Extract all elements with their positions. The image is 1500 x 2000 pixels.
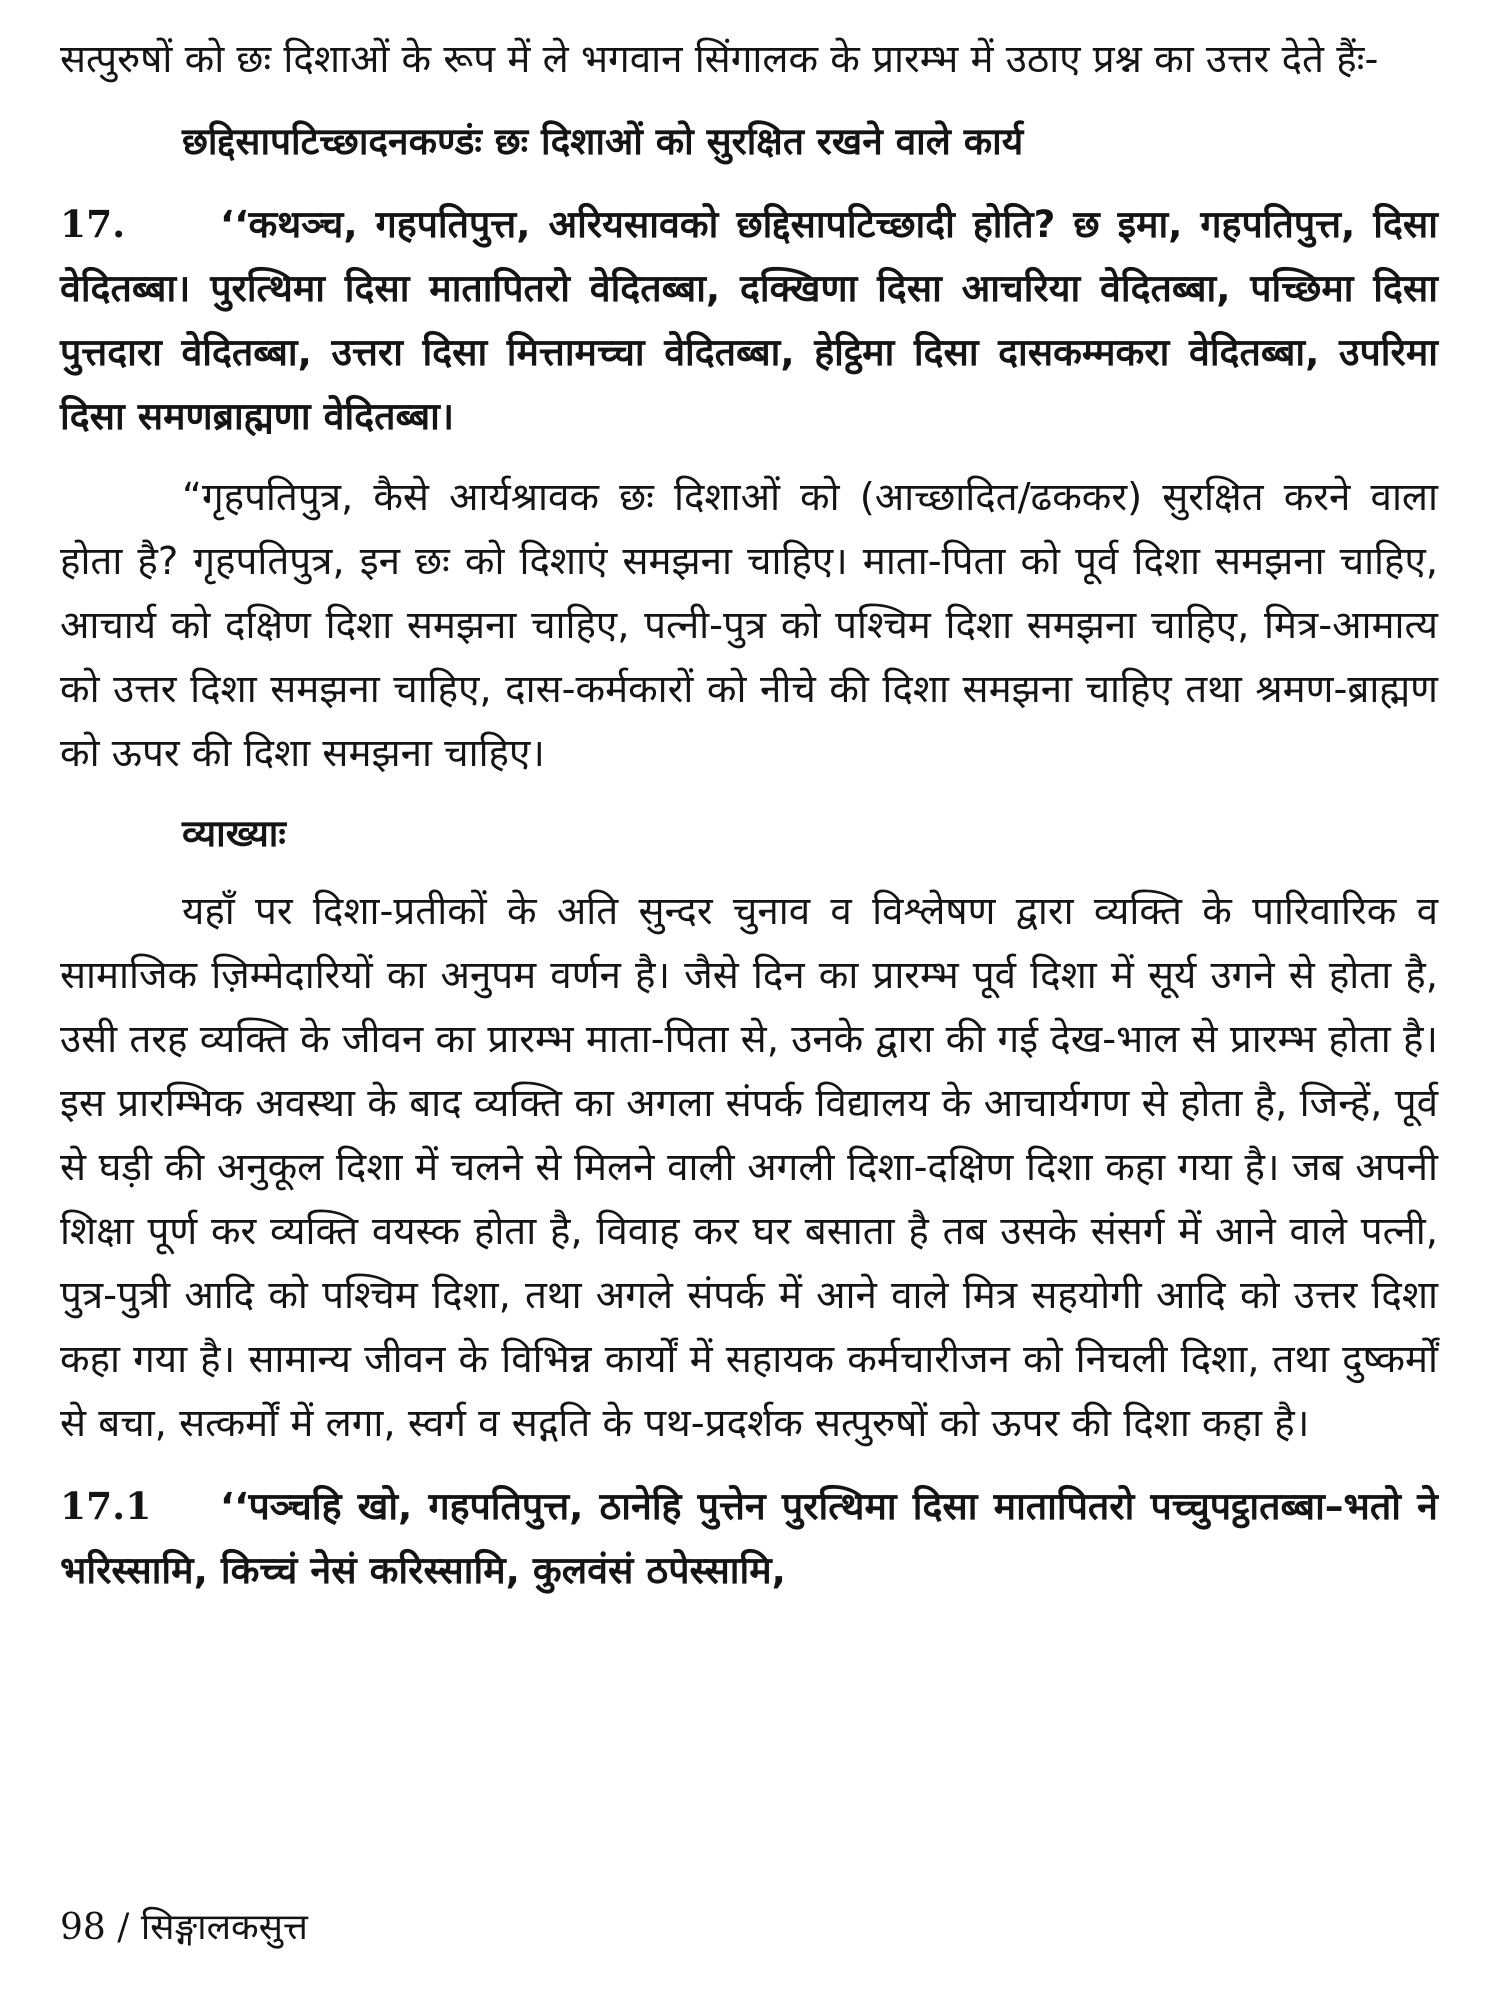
verse-17-1-number: 17.1	[60, 1484, 152, 1528]
book-title: सिङ्गालकसुत्त	[140, 1907, 308, 1948]
verse-17-translation: “गृहपतिपुत्र, कैसे आर्यश्रावक छः दिशाओं को (आच्छादित/ढककर) सुरक्षित करने वाला होता है? गृहपतिपुत्र, इन छः को दिशाएं समझना चाहिए। माता-पिता को पूर्व दिशा समझना चाहिए, आचार्य को दक्षिण दिशा समझना चाहिए, पत्नी-पुत्र को पश्चिम दिशा समझना चाहिए, मित्र-आमात्य को उत्तर दिशा समझना चाहिए, दास-कर्मकारों को नीचे की दिशा समझना चाहिए तथा श्रमण-ब्राह्मण को ऊपर की दिशा समझना चाहिए।	[60, 475, 1438, 776]
verse-17-1-pali	[60, 1474, 1438, 1602]
commentary-label: व्याख्याः	[182, 812, 286, 855]
page-footer	[60, 1908, 308, 1948]
commentary-text: यहाँ पर दिशा-प्रतीकों के अति सुन्दर चुनाव व विश्लेषण द्वारा व्यक्ति के पारिवारिक व सामाजिक ज़िम्मेदारियों का अनुपम वर्णन है। जैसे दिन का प्रारम्भ पूर्व दिशा में सूर्य उगने से होता है, उसी तरह व्यक्ति के जीवन का प्रारम्भ माता-पिता से, उनके द्वारा की गई देख-भाल से प्रारम्भ होता है। इस प्रारम्भिक अवस्था के बाद व्यक्ति का अगला संपर्क विद्यालय के आचार्यगण से होता है, जिन्हें, पूर्व से घड़ी की अनुकूल दिशा में चलने से मिलने वाली अगली दिशा-दक्षिण दिशा कहा गया है। जब अपनी शिक्षा पूर्ण कर व्यक्ति वयस्क होता है, विवाह कर घर बसाता है तब उसके संसर्ग में आने वाले पत्नी, पुत्र-पुत्री आदि को पश्चिम दिशा, तथा अगले संपर्क में आने वाले मित्र सहयोगी आदि को उत्तर दिशा कहा गया है। सामान्य जीवन के विभिन्न कार्यों में सहायक कर्मचारीजन को निचली दिशा, तथा दुष्कर्मों से बचा, सत्कर्मों में लगा, स्वर्ग व सद्गति के पथ-प्रदर्शक सत्पुरुषों को ऊपर की दिशा कहा है।	[60, 889, 1438, 1446]
page-body	[60, 28, 1438, 1602]
verse-17-pali	[60, 192, 1438, 448]
intro-paragraph: सत्पुरुषों को छः दिशाओं के रूप में ले भगवान सिंगालक के प्रारम्भ में उठाए प्रश्न का उत्तर देते हैंः-	[60, 37, 1379, 82]
page-number: 98	[60, 1907, 106, 1948]
verse-17-pali-text: ‘‘कथञ्च, गहपतिपुत्त, अरियसावको छद्दिसापटिच्छादी होति? छ इमा, गहपतिपुत्त, दिसा वेदितब्बा। पुरत्थिमा दिसा मातापितरो वेदितब्बा, दक्खिणा दिसा आचरिया वेदितब्बा, पच्छिमा दिसा पुत्तदारा वेदितब्बा, उत्तरा दिसा मित्तामच्चा वेदितब्बा, हेट्ठिमा दिसा दासकम्मकरा वेदितब्बा, उपरिमा दिसा समणब्राह्मणा वेदितब्बा।	[60, 202, 1438, 438]
verse-17-number: 17.	[60, 202, 126, 246]
section-heading: छद्दिसापटिच्छादनकण्डंः छः दिशाओं को सुरक्षित रखने वाले कार्य	[182, 120, 1024, 163]
footer-separator: /	[117, 1907, 130, 1948]
verse-17-1-pali-text: ‘‘पञ्चहि खो, गहपतिपुत्त, ठानेहि पुत्तेन पुरत्थिमा दिसा मातापितरो पच्चुपट्ठातब्बा–भतो ने भरिस्सामि, किच्चं नेसं करिस्सामि, कुलवंसं ठपेस्सामि,	[60, 1484, 1438, 1592]
